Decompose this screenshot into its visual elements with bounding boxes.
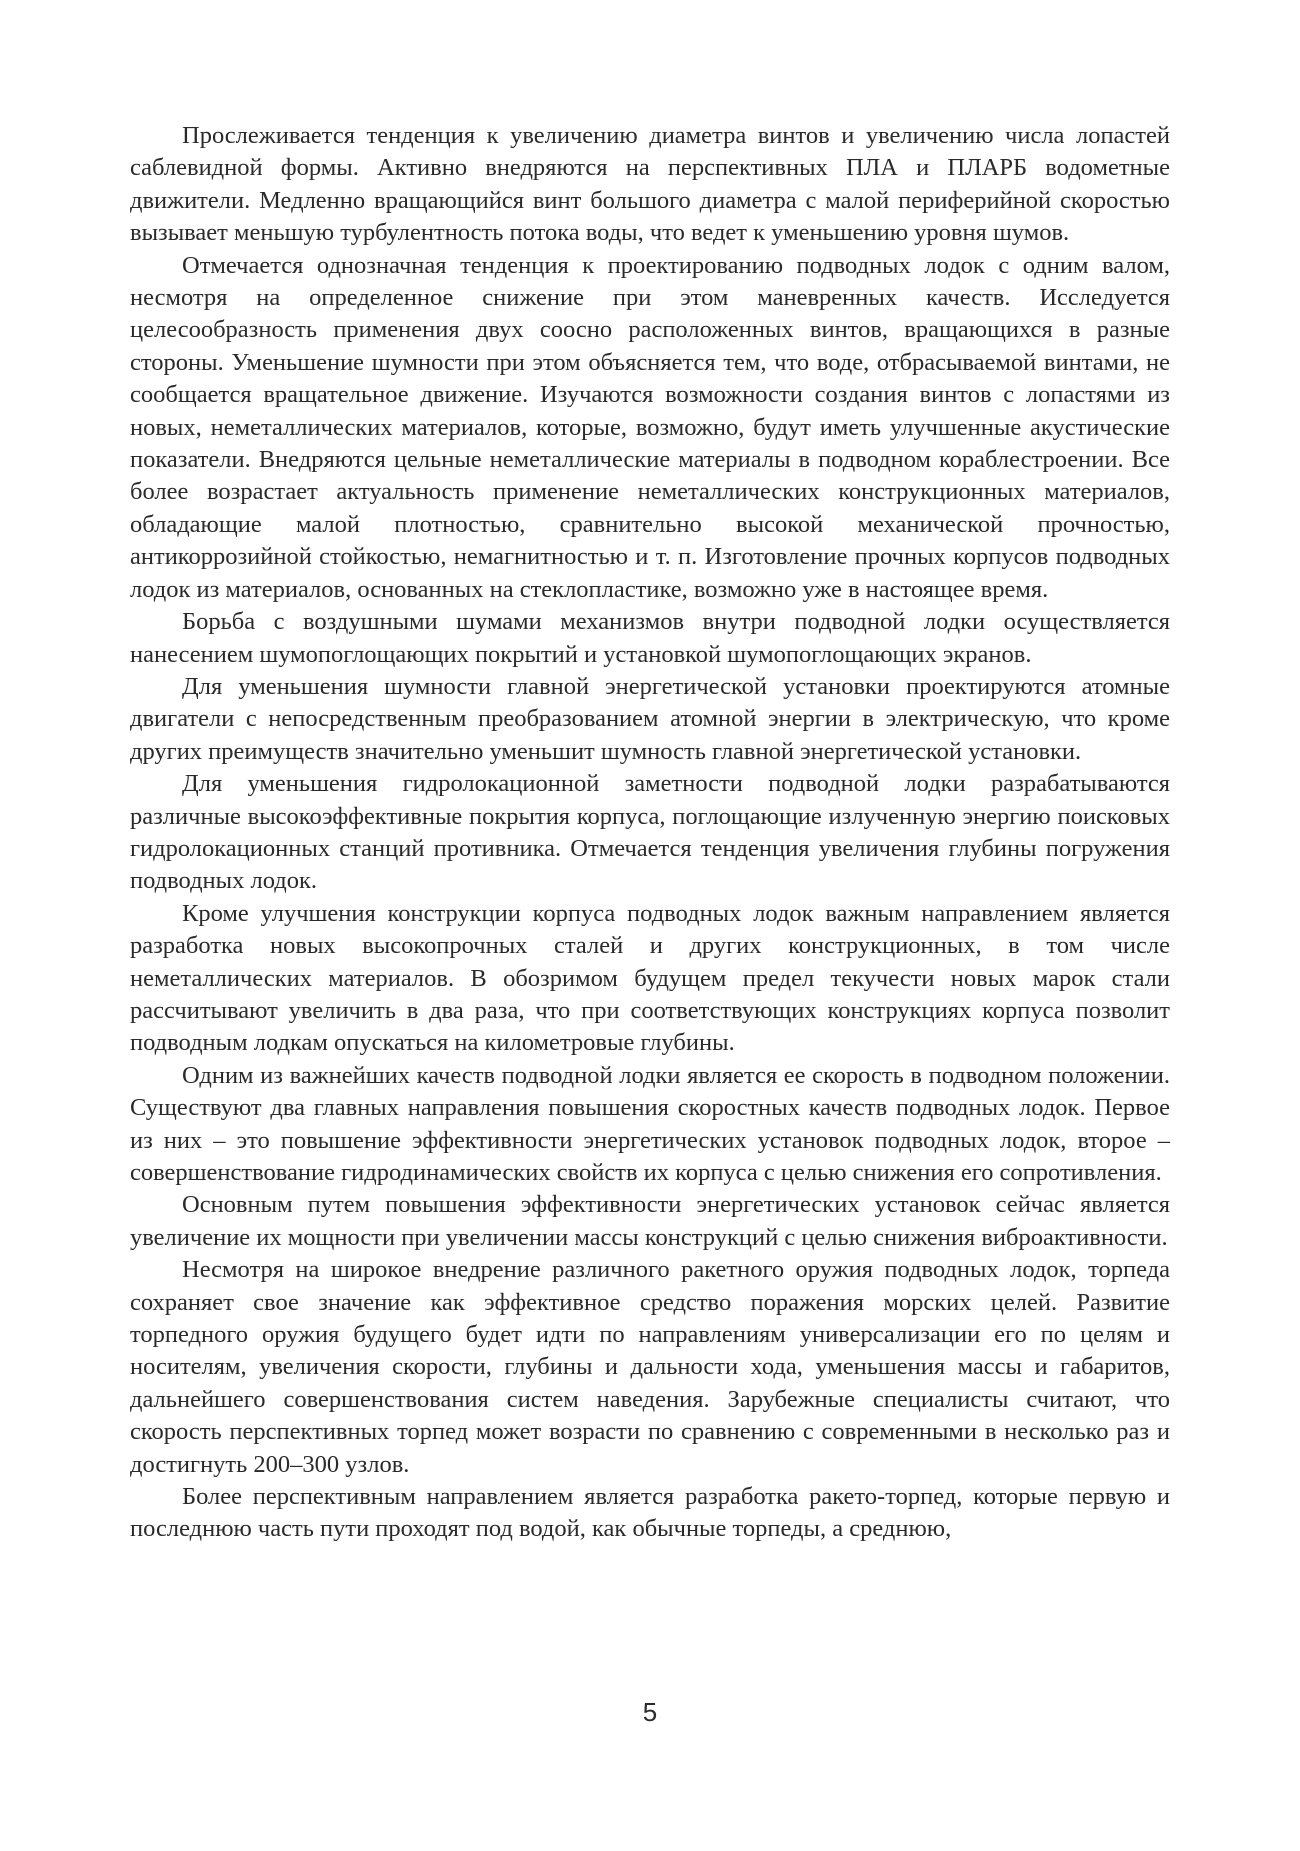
paragraph-single-shaft: Отмечается однозначная тенденция к проектированию подводных лодок с одним валом, несмотря на определенное снижение при этом маневренных качеств. Исследуется целесообразность применения двух соосно расположенных винтов, вращающихся в разные стороны. Уменьшение шумности при этом объясняется тем, что воде, отбрасываемой винтами, не сообщается вращательное движение. Изучаются возможности создания винтов с лопастями из новых, неметаллических материалов, которые, возможно, будут иметь улучшенные акустические показатели. Внедряются цельные неметаллические материалы в подводном кораблестроении. Все более возрастает актуальность применение неметаллических конструкционных материалов, обладающие малой плотностью, сравнительно высокой механической прочностью, антикоррозийной стойкостью, немагнитностью и т. п. Изготовление прочных корпусов подводных лодок из материалов, основанных на стеклопластике, возможно уже в настоящее время. [130,251,1170,603]
paragraph-torpedo-weapons: Несмотря на широкое внедрение различного ракетного оружия подводных лодок, торпеда сохраняет свое значение как эффективное средство поражения морских целей. Развитие торпедного оружия будущего будет идти по направлениям универсализации его по целям и носителям, увеличения скорости, глубины и дальности хода, уменьшения массы и габаритов, дальнейшего совершенствования систем наведения. Зарубежные специалисты считают, что скорость перспективных торпед может возрасти по сравнению с современными в несколько раз и достигнуть 200–300 узлов. [130,1256,1170,1478]
paragraph-airborne-noise: Борьба с воздушными шумами механизмов внутри подводной лодки осуществляется нанесением шумопоглощающих покрытий и установкой шумопоглощающих экранов. [130,608,1170,668]
page-number: 5 [642,1697,658,1727]
paragraph-propellers: Прослеживается тенденция к увеличению диаметра винтов и увеличению числа лопастей саблевидной формы. Активно внедряются на перспективных ПЛА и ПЛАРБ водометные движители. Медленно вращающийся винт большого диаметра с малой периферийной скоростью вызывает меньшую турбулентность потока воды, что ведет к уменьшению уровня шумов. [130,122,1170,247]
paragraph-hull-materials: Кроме улучшения конструкции корпуса подводных лодок важным направлением является разработка новых высокопрочных сталей и других конструкционных, в том числе неметаллических материалов. В обозримом будущем предел текучести новых марок стали рассчитывают увеличить в два раза, что при соответствующих конструкциях корпуса позволит подводным лодкам опускаться на километровые глубины. [130,899,1170,1057]
paragraph-underwater-speed: Одним из важнейших качеств подводной лодки является ее скорость в подводном положении. Существуют два главных направления повышения скоростных качеств подводных лодок. Первое из них – это повышение эффективности энергетических установок подводных лодок, второе – совершенствование гидродинамических свойств их корпуса с целью снижения его сопротивления. [130,1061,1170,1186]
paragraph-power-efficiency: Основным путем повышения эффективности энергетических установок сейчас является увеличение их мощности при увеличении массы конструкций с целью снижения виброактивности. [130,1191,1170,1251]
paragraph-rocket-torpedoes: Более перспективным направлением является разработка ракето-торпед, которые первую и последнюю часть пути проходят под водой, как обычные торпеды, а среднюю, [130,1483,1170,1543]
paragraph-power-plant-noise: Для уменьшения шумности главной энергетической установки проектируются атомные двигатели с непосредственным преобразованием атомной энергии в электрическую, что кроме других преимуществ значительно уменьшит шумность главной энергетической установки. [130,672,1170,765]
paragraph-sonar-detectability: Для уменьшения гидролокационной заметности подводной лодки разрабатываются различные высокоэффективные покрытия корпуса, поглощающие излученную энергию поисковых гидролокационных станций противника. Отмечается тенденция увеличения глубины погружения подводных лодок. [130,770,1170,895]
body-text [130,120,1170,1546]
